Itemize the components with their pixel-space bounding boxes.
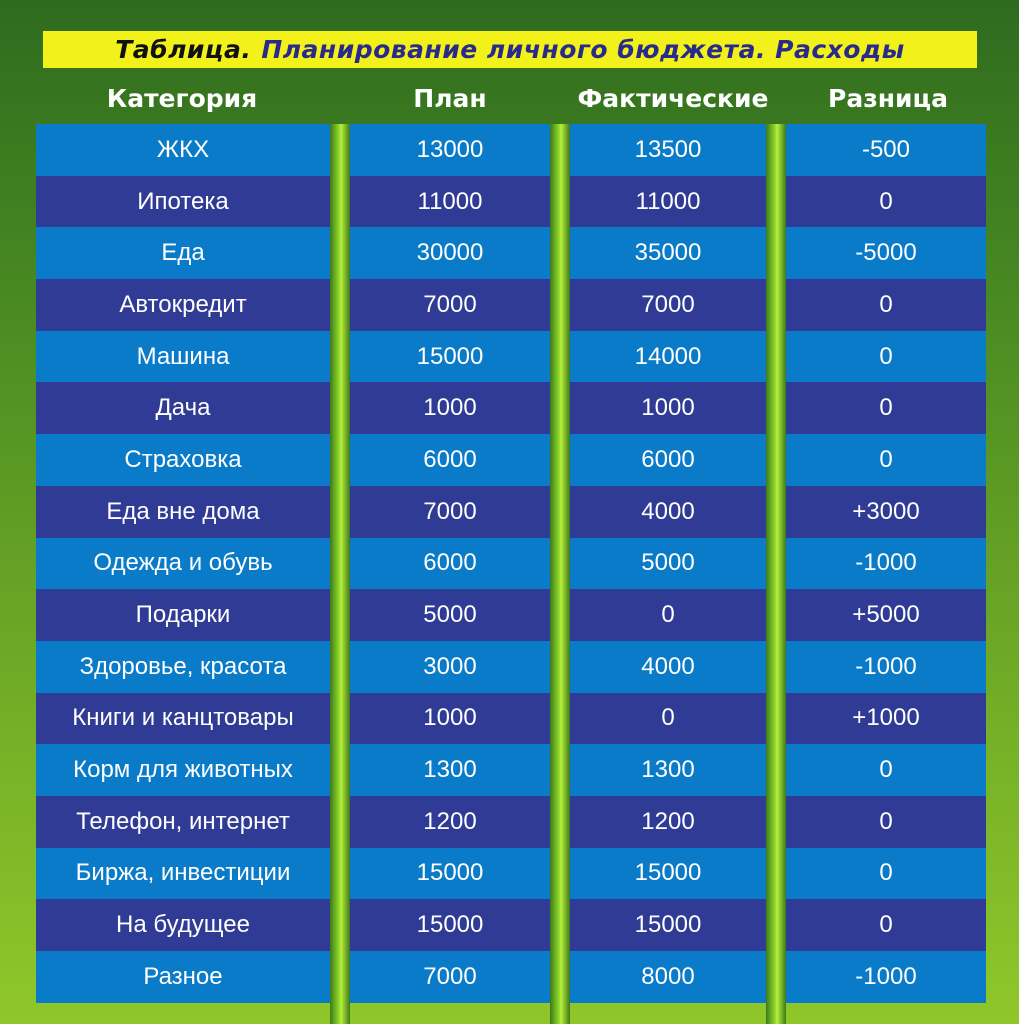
table-cell-plan: 13000 bbox=[350, 124, 550, 176]
table-cell-plan: 7000 bbox=[350, 279, 550, 331]
table-cell-diff: 0 bbox=[786, 279, 986, 331]
table-cell-actual: 15000 bbox=[570, 899, 766, 951]
title-prefix: Таблица. bbox=[115, 35, 252, 64]
header-diff: Разница bbox=[828, 83, 948, 113]
table-cell-actual: 1200 bbox=[570, 796, 766, 848]
table-cell-diff: 0 bbox=[786, 848, 986, 900]
table-cell-actual: 8000 bbox=[570, 951, 766, 1003]
table-cell-plan: 15000 bbox=[350, 331, 550, 383]
column-plan bbox=[350, 124, 550, 1003]
table-cell-diff: 0 bbox=[786, 176, 986, 228]
table-cell-actual: 1000 bbox=[570, 382, 766, 434]
table-cell-plan: 11000 bbox=[350, 176, 550, 228]
table-cell-actual: 14000 bbox=[570, 331, 766, 383]
table-cell-plan: 7000 bbox=[350, 951, 550, 1003]
header-category: Категория bbox=[106, 83, 258, 113]
table-cell-category: Ипотека bbox=[36, 176, 330, 228]
table-cell-plan: 1000 bbox=[350, 382, 550, 434]
table-cell-diff: +5000 bbox=[786, 589, 986, 641]
table-cell-category: На будущее bbox=[36, 899, 330, 951]
table-cell-actual: 1300 bbox=[570, 744, 766, 796]
column-category bbox=[36, 124, 330, 1003]
table-cell-category: Еда bbox=[36, 227, 330, 279]
table-cell-category: Биржа, инвестиции bbox=[36, 848, 330, 900]
table-cell-category: Корм для животных bbox=[36, 744, 330, 796]
table-cell-category: Еда вне дома bbox=[36, 486, 330, 538]
table-cell-diff: 0 bbox=[786, 744, 986, 796]
table-cell-plan: 1200 bbox=[350, 796, 550, 848]
table-cell-diff: 0 bbox=[786, 899, 986, 951]
table-cell-diff: -1000 bbox=[786, 538, 986, 590]
table-cell-diff: 0 bbox=[786, 796, 986, 848]
header-actual: Фактические bbox=[577, 83, 769, 113]
table-cell-diff: +3000 bbox=[786, 486, 986, 538]
table-cell-actual: 35000 bbox=[570, 227, 766, 279]
table-cell-category: Одежда и обувь bbox=[36, 538, 330, 590]
table-cell-actual: 0 bbox=[570, 693, 766, 745]
table-cell-category: Разное bbox=[36, 951, 330, 1003]
table-cell-plan: 3000 bbox=[350, 641, 550, 693]
column-separator bbox=[330, 124, 350, 1024]
table-cell-category: Дача bbox=[36, 382, 330, 434]
table-cell-plan: 6000 bbox=[350, 538, 550, 590]
table-cell-diff: -1000 bbox=[786, 951, 986, 1003]
table-cell-category: Машина bbox=[36, 331, 330, 383]
table-cell-actual: 4000 bbox=[570, 486, 766, 538]
table-cell-diff: 0 bbox=[786, 382, 986, 434]
table-cell-actual: 11000 bbox=[570, 176, 766, 228]
table-cell-actual: 4000 bbox=[570, 641, 766, 693]
table-cell-diff: +1000 bbox=[786, 693, 986, 745]
column-separator bbox=[550, 124, 570, 1024]
page-title bbox=[43, 31, 977, 68]
table-cell-diff: 0 bbox=[786, 434, 986, 486]
table-cell-actual: 0 bbox=[570, 589, 766, 641]
table-cell-plan: 7000 bbox=[350, 486, 550, 538]
table-cell-category: Страховка bbox=[36, 434, 330, 486]
column-actual bbox=[570, 124, 766, 1003]
column-separator bbox=[766, 124, 786, 1024]
table-cell-category: Автокредит bbox=[36, 279, 330, 331]
table-cell-diff: -1000 bbox=[786, 641, 986, 693]
table-cell-plan: 5000 bbox=[350, 589, 550, 641]
title-text: Планирование личного бюджета. Расходы bbox=[261, 35, 905, 64]
table-cell-plan: 15000 bbox=[350, 848, 550, 900]
table-cell-category: Здоровье, красота bbox=[36, 641, 330, 693]
table-cell-actual: 7000 bbox=[570, 279, 766, 331]
table-cell-plan: 1300 bbox=[350, 744, 550, 796]
table-cell-plan: 6000 bbox=[350, 434, 550, 486]
table-cell-actual: 5000 bbox=[570, 538, 766, 590]
table-cell-category: Книги и канцтовары bbox=[36, 693, 330, 745]
table-cell-diff: -500 bbox=[786, 124, 986, 176]
table-cell-actual: 6000 bbox=[570, 434, 766, 486]
table-cell-diff: 0 bbox=[786, 331, 986, 383]
table-cell-plan: 1000 bbox=[350, 693, 550, 745]
table-cell-diff: -5000 bbox=[786, 227, 986, 279]
table-cell-category: ЖКХ bbox=[36, 124, 330, 176]
table-cell-actual: 13500 bbox=[570, 124, 766, 176]
table-cell-category: Подарки bbox=[36, 589, 330, 641]
table-cell-category: Телефон, интернет bbox=[36, 796, 330, 848]
table-cell-actual: 15000 bbox=[570, 848, 766, 900]
header-plan: План bbox=[413, 83, 487, 113]
column-diff bbox=[786, 124, 986, 1003]
table-cell-plan: 15000 bbox=[350, 899, 550, 951]
table-cell-plan: 30000 bbox=[350, 227, 550, 279]
